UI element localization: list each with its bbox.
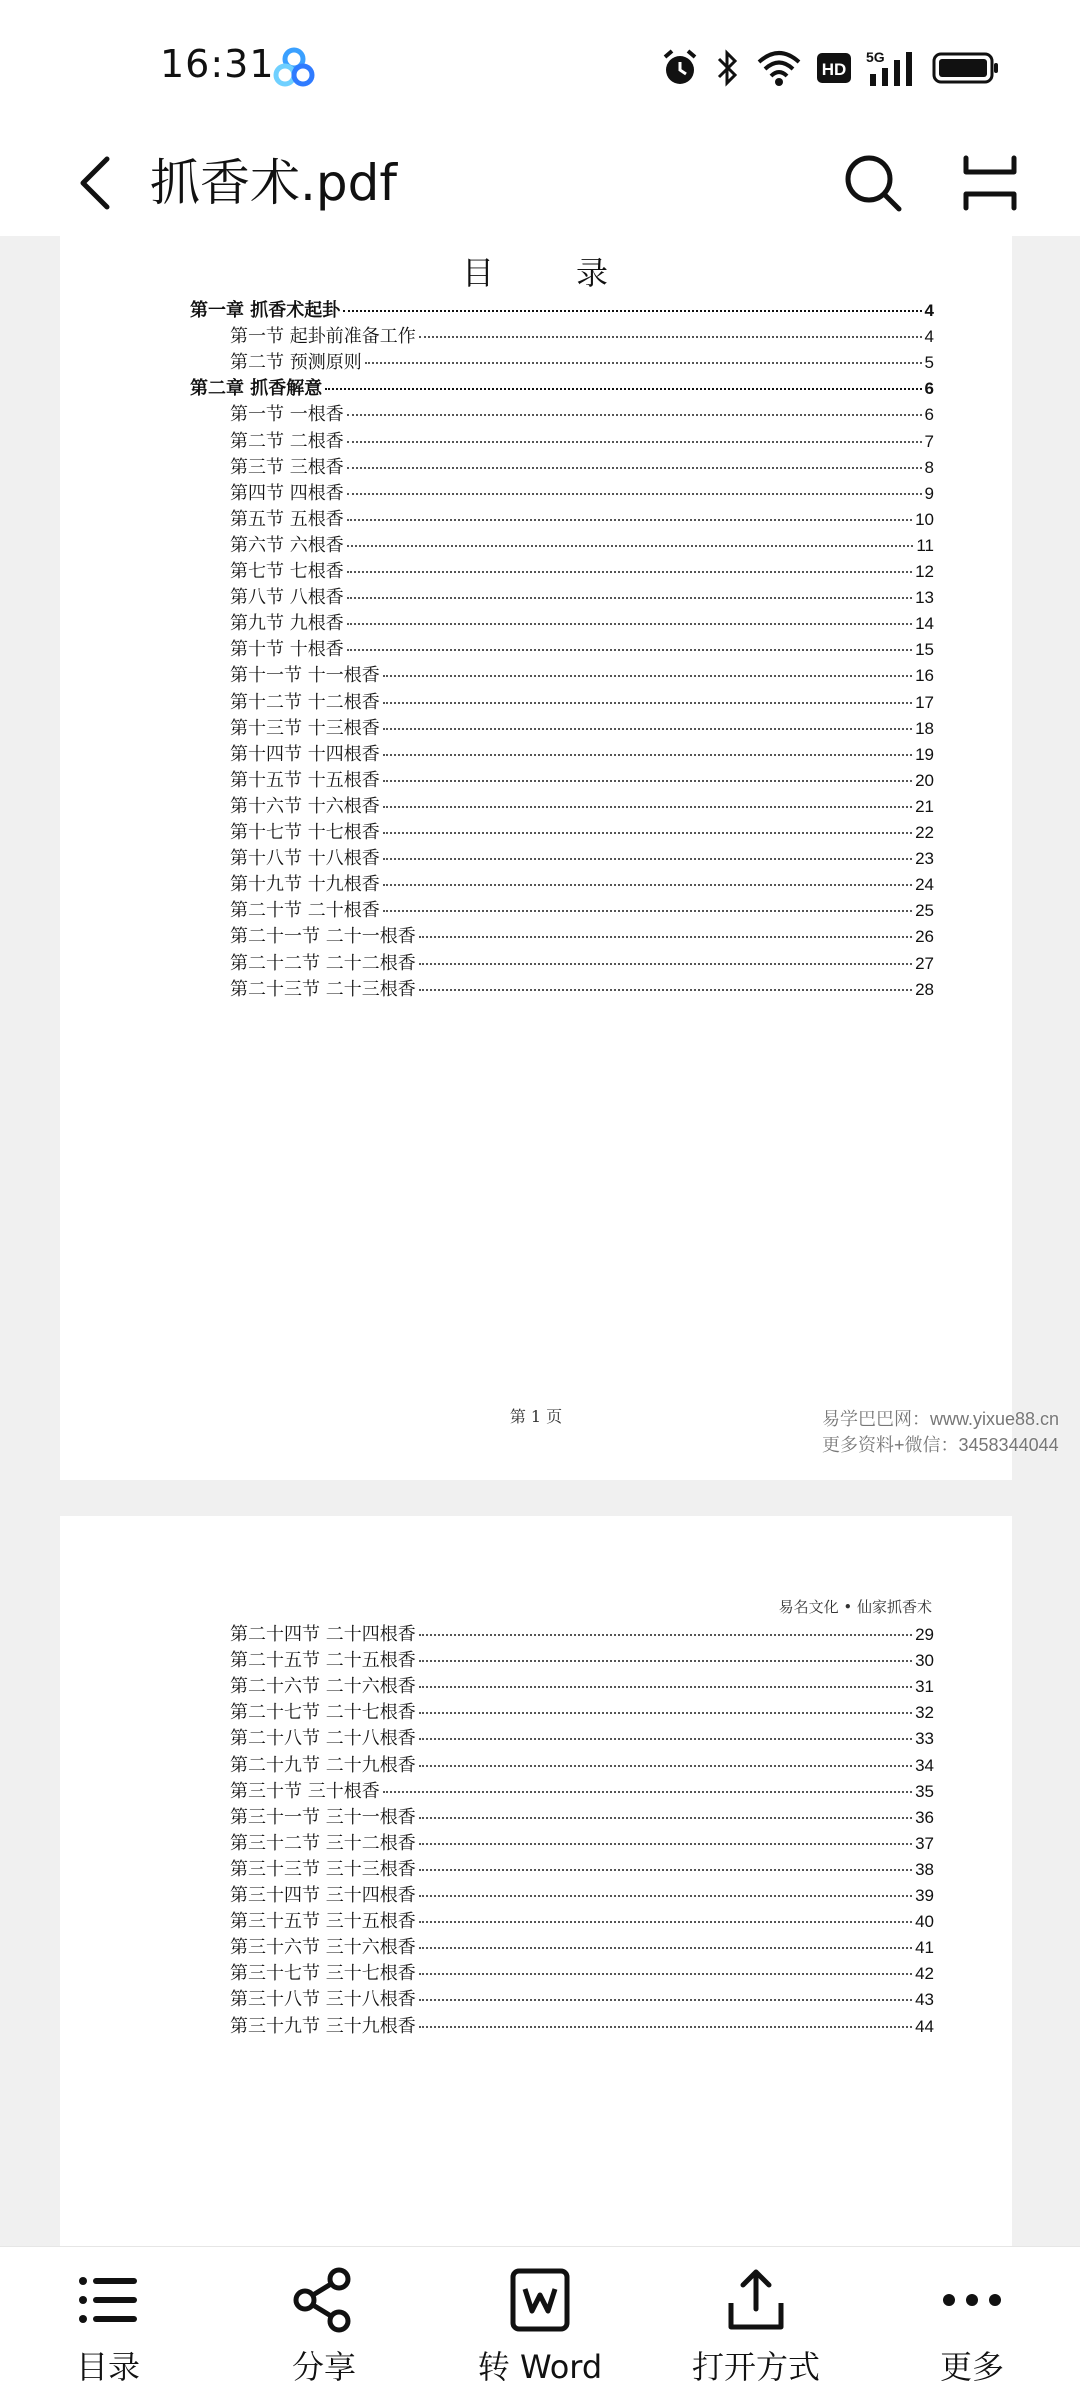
toc-entry-label: 第七节 七根香 — [230, 561, 344, 582]
toc-section-entry[interactable] — [230, 949, 934, 975]
toc-leader-dots — [383, 702, 912, 704]
toc-entry-page: 21 — [915, 796, 934, 816]
toc-entry-label: 第二十三节 二十三根香 — [230, 978, 416, 1000]
toc-section-entry[interactable] — [230, 348, 934, 374]
pdf-page-1 — [60, 236, 1012, 1480]
toc-leader-dots — [419, 1973, 912, 1975]
toc-leader-dots — [347, 545, 914, 547]
toc-leader-dots — [419, 1895, 912, 1897]
toc-entry-page: 20 — [915, 770, 934, 790]
toc-entry-label: 第四节 四根香 — [230, 482, 344, 504]
toc-section-entry[interactable] — [230, 1907, 934, 1933]
alarm-icon — [660, 48, 700, 88]
toc-entry-page: 14 — [915, 614, 934, 634]
watermark: 易学巴巴网：www.yixue88.cn 更多资料+微信：3458344044 — [822, 1409, 1060, 1455]
toc-entry-label: 第二十二节 二十二根香 — [230, 952, 416, 974]
toc-section-entry[interactable] — [230, 844, 934, 870]
toc-section-entry[interactable] — [230, 1620, 934, 1646]
toc-section-entry[interactable] — [230, 1985, 934, 2011]
toc-entry-page: 13 — [915, 588, 934, 608]
toc-leader-dots — [419, 336, 922, 338]
svg-text:HD: HD — [821, 60, 847, 79]
toc-section-entry[interactable] — [230, 818, 934, 844]
toc-entry-label: 第三十一节 三十一根香 — [230, 1806, 416, 1828]
toc-leader-dots — [347, 649, 912, 651]
toc-section-entry[interactable] — [230, 1698, 934, 1724]
toc-entry-page: 38 — [915, 1859, 934, 1879]
toc-section-entry[interactable] — [230, 688, 934, 714]
toc-entry-label: 第二节 二根香 — [230, 430, 344, 452]
toc-leader-dots — [419, 963, 912, 965]
toc-section-entry[interactable] — [230, 583, 934, 609]
toc-section-entry[interactable] — [230, 427, 934, 453]
toc-section-entry[interactable] — [230, 1829, 934, 1855]
toc-leader-dots — [419, 1843, 912, 1845]
toc-entry-page: 39 — [915, 1886, 934, 1905]
search-button[interactable] — [830, 140, 916, 226]
toc-section-entry[interactable] — [230, 1751, 934, 1777]
toc-section-entry[interactable] — [230, 557, 934, 583]
toc-entry-page: 30 — [915, 1651, 934, 1671]
toc-entry-label: 第三十九节 三十九根香 — [230, 2015, 416, 2037]
toc-leader-dots — [419, 1765, 912, 1767]
toc-leader-dots — [383, 728, 912, 730]
word-icon — [505, 2265, 575, 2335]
status-time: 16:31 — [160, 42, 275, 86]
toc-entry-label: 第三十二节 三十二根香 — [230, 1832, 416, 1854]
toc-leader-dots — [347, 493, 922, 495]
toc-entry-label: 第一章 抓香术起卦 — [190, 300, 341, 321]
toc-heading: 目 录 — [461, 254, 611, 292]
toc-entry-page: 18 — [915, 718, 934, 738]
convert-word-button[interactable] — [440, 2247, 640, 2401]
toc-section-entry[interactable] — [230, 1855, 934, 1881]
toc-entry-label: 第二十七节 二十七根香 — [230, 1702, 416, 1724]
toc-section-entry[interactable] — [230, 322, 934, 348]
toc-section-entry[interactable] — [230, 609, 934, 635]
toc-leader-dots — [419, 2026, 912, 2028]
toc-entry-page: 28 — [915, 979, 934, 999]
toc-leader-dots — [383, 780, 912, 782]
toc-leader-dots — [419, 1921, 912, 1923]
toc-section-entry[interactable] — [230, 714, 934, 740]
toc-leader-dots — [383, 1791, 912, 1793]
toc-entry-label: 第三十七节 三十七根香 — [230, 1963, 416, 1985]
toc-entry-label: 第二十八节 二十八根香 — [230, 1728, 416, 1750]
toc-section-entry[interactable] — [230, 975, 934, 1001]
toc-section-entry[interactable] — [230, 792, 934, 818]
toc-entry-label: 第二十一节 二十一根香 — [230, 926, 416, 948]
toc-entry-page: 34 — [915, 1755, 934, 1775]
toc-entry-label: 第二节 预测原则 — [230, 352, 362, 374]
toc-entry-page: 4 — [924, 327, 934, 347]
toc-entry-page: 25 — [915, 901, 934, 921]
more-button-label: 更多 — [939, 2348, 1004, 2386]
toc-leader-dots — [383, 910, 912, 912]
toc-leader-dots — [347, 467, 922, 469]
toc-entry-page: 8 — [924, 457, 934, 477]
toc-entry-page: 12 — [915, 562, 934, 581]
toc-entry-page: 26 — [915, 927, 934, 947]
toc-entry-page: 33 — [915, 1729, 934, 1749]
running-header: 易名文化 • 仙家抓香术 — [778, 1598, 932, 1616]
toc-entry-page: 24 — [915, 875, 934, 895]
toc-entry-label: 第十四节 十四根香 — [230, 743, 380, 765]
toc-leader-dots — [419, 1738, 912, 1740]
toc-entry-page: 43 — [915, 1990, 934, 2010]
page-number: 第 1 页 — [509, 1407, 563, 1426]
share-button[interactable] — [224, 2247, 424, 2401]
toc-section-entry[interactable] — [230, 400, 934, 426]
toc-entry-label: 第六节 六根香 — [230, 534, 344, 556]
toc-section-entry[interactable] — [230, 1777, 934, 1803]
toc-section-entry[interactable] — [230, 2012, 934, 2038]
toc-section-entry[interactable] — [230, 453, 934, 479]
toc-section-entry[interactable] — [230, 922, 934, 948]
document-title: 抓香术.pdf — [150, 154, 397, 212]
toc-entry-label: 第二十节 二十根香 — [230, 900, 380, 922]
app-notification-icon — [272, 46, 316, 90]
toc-leader-dots — [419, 1712, 912, 1714]
toc-leader-dots — [347, 414, 922, 416]
open-with-label: 打开方式 — [691, 2348, 820, 2386]
toc-entry-page: 27 — [915, 953, 934, 973]
toc-entry-page: 41 — [915, 1938, 934, 1958]
toc-entry-page: 7 — [924, 431, 934, 451]
battery-icon — [932, 52, 1000, 84]
toc-leader-dots — [419, 936, 912, 938]
toc-button[interactable] — [8, 2247, 208, 2401]
toc-entry-label: 第三十五节 三十五根香 — [230, 1911, 416, 1933]
toc-section-entry[interactable] — [230, 1724, 934, 1750]
toc-button-label: 目录 — [75, 2348, 140, 2386]
toc-leader-dots — [419, 1947, 912, 1949]
wifi-icon — [756, 48, 802, 88]
open-with-icon — [721, 2265, 791, 2335]
toc-entry-page: 29 — [915, 1625, 934, 1644]
toc-entry-label: 第十七节 十七根香 — [230, 822, 380, 843]
toc-entry-page: 22 — [915, 823, 934, 842]
toc-leader-dots — [383, 675, 912, 677]
toc-entry-label: 第三十六节 三十六根香 — [230, 1937, 416, 1959]
more-icon — [937, 2265, 1007, 2335]
toc-entry-page: 17 — [915, 692, 934, 712]
more-button[interactable] — [872, 2247, 1072, 2401]
toc-leader-dots — [383, 754, 912, 756]
toc-leader-dots — [419, 1686, 912, 1688]
toc-section-entry[interactable] — [230, 1959, 934, 1985]
toc-entry-label: 第一节 起卦前准备工作 — [230, 326, 416, 348]
toc-entry-label: 第十节 十根香 — [230, 639, 344, 661]
toc-entry-label: 第二十五节 二十五根香 — [230, 1650, 416, 1672]
toc-section-entry[interactable] — [230, 505, 934, 531]
toc-entry-page: 6 — [924, 379, 934, 399]
toc-entry-label: 第二十六节 二十六根香 — [230, 1676, 416, 1698]
toc-leader-dots — [419, 1999, 912, 2001]
status-bar — [0, 0, 1080, 130]
toc-leader-dots — [343, 310, 921, 312]
bottom-toolbar — [0, 2246, 1080, 2401]
convert-word-label: 转 Word — [477, 2348, 603, 2386]
toc-entry-label: 第九节 九根香 — [230, 613, 344, 635]
list-icon — [73, 2265, 143, 2335]
toc-section-entry[interactable] — [230, 740, 934, 766]
toc-leader-dots — [325, 388, 921, 390]
toc-leader-dots — [347, 519, 912, 521]
pdf-page-2 — [60, 1516, 1012, 2246]
toc-entry-label: 第一节 一根香 — [230, 404, 344, 426]
toc-leader-dots — [383, 884, 912, 886]
toc-entry-page: 36 — [915, 1807, 934, 1827]
hd-icon — [816, 52, 852, 84]
toc-section-entry[interactable] — [230, 1881, 934, 1907]
toc-entry-label: 第三十八节 三十八根香 — [230, 1989, 416, 2011]
toc-section-entry[interactable] — [230, 766, 934, 792]
toc-entry-label: 第三十节 三十根香 — [230, 1780, 380, 1802]
toc-entry-label: 第十六节 十六根香 — [230, 795, 380, 817]
bluetooth-icon — [714, 48, 742, 88]
toc-leader-dots — [383, 806, 912, 808]
toc-entry-page: 10 — [915, 509, 934, 529]
toc-leader-dots — [383, 832, 912, 834]
toc-section-entry[interactable] — [230, 479, 934, 505]
toc-entry-label: 第二十九节 二十九根香 — [230, 1754, 416, 1776]
toc-entry-page: 31 — [915, 1677, 934, 1697]
toc-leader-dots — [347, 441, 922, 443]
svg-text:5G: 5G — [866, 49, 885, 65]
toc-entry-page: 16 — [915, 666, 934, 686]
toc-entry-page: 4 — [924, 301, 934, 320]
toc-entry-label: 第二十四节 二十四根香 — [230, 1624, 416, 1645]
toc-chapter-entry[interactable] — [190, 374, 934, 400]
toc-entry-label: 第二章 抓香解意 — [190, 378, 323, 400]
search-icon — [842, 152, 904, 214]
toc-entry-page: 44 — [915, 2016, 934, 2036]
toc-entry-page: 19 — [915, 744, 934, 764]
toc-leader-dots — [365, 362, 922, 364]
toc-section-entry[interactable] — [230, 870, 934, 896]
toc-entry-label: 第十一节 十一根香 — [230, 665, 380, 687]
share-button-label: 分享 — [291, 2348, 356, 2386]
toc-leader-dots — [419, 1634, 912, 1636]
share-icon — [289, 2265, 359, 2335]
toc-entry-label: 第十五节 十五根香 — [230, 769, 380, 791]
toc-entry-page: 32 — [915, 1703, 934, 1723]
app-bar — [0, 130, 1080, 236]
toc-entry-label: 第三十三节 三十三根香 — [230, 1858, 416, 1880]
toc-entry-label: 第十二节 十二根香 — [230, 691, 380, 713]
toc-leader-dots — [347, 597, 912, 599]
toc-leader-dots — [419, 1869, 912, 1871]
open-with-button[interactable] — [656, 2247, 856, 2401]
toc-leader-dots — [383, 858, 912, 860]
toc-entry-label: 第三十四节 三十四根香 — [230, 1885, 416, 1906]
toc-entry-page: 6 — [924, 405, 934, 425]
toc-leader-dots — [419, 1660, 912, 1662]
toc-entry-page: 23 — [915, 849, 934, 869]
toc-entry-page: 42 — [915, 1964, 934, 1984]
toc-entry-label: 第五节 五根香 — [230, 508, 344, 530]
toc-section-entry[interactable] — [230, 1646, 934, 1672]
toc-entry-page: 9 — [924, 483, 934, 503]
toc-section-entry[interactable] — [230, 896, 934, 922]
toc-entry-label: 第十八节 十八根香 — [230, 848, 380, 870]
toc-section-entry[interactable] — [230, 531, 934, 557]
reading-mode-icon — [960, 154, 1020, 212]
toc-leader-dots — [419, 1817, 912, 1819]
reading-mode-button[interactable] — [950, 140, 1030, 226]
toc-section-entry[interactable] — [230, 635, 934, 661]
toc-entry-page: 37 — [915, 1833, 934, 1853]
toc-entry-page: 35 — [915, 1781, 934, 1801]
pdf-viewer[interactable] — [0, 236, 1080, 2246]
back-button[interactable] — [60, 140, 130, 226]
toc-entry-label: 第八节 八根香 — [230, 587, 344, 609]
toc-section-entry[interactable] — [230, 1803, 934, 1829]
toc-entry-label: 第十九节 十九根香 — [230, 874, 380, 896]
toc-section-entry[interactable] — [230, 661, 934, 687]
toc-entry-page: 11 — [916, 535, 934, 555]
back-icon — [75, 153, 115, 213]
toc-section-entry[interactable] — [230, 1933, 934, 1959]
toc-entry-label: 第三节 三根香 — [230, 456, 344, 478]
toc-leader-dots — [419, 989, 912, 991]
toc-section-entry[interactable] — [230, 1672, 934, 1698]
toc-leader-dots — [347, 623, 912, 625]
toc-chapter-entry[interactable] — [190, 296, 934, 322]
toc-entry-page: 15 — [915, 640, 934, 660]
toc-entry-page: 5 — [924, 353, 934, 373]
toc-entry-label: 第十三节 十三根香 — [230, 717, 380, 739]
toc-leader-dots — [347, 571, 912, 573]
signal-icon — [866, 48, 918, 88]
toc-entry-page: 40 — [915, 1912, 934, 1932]
